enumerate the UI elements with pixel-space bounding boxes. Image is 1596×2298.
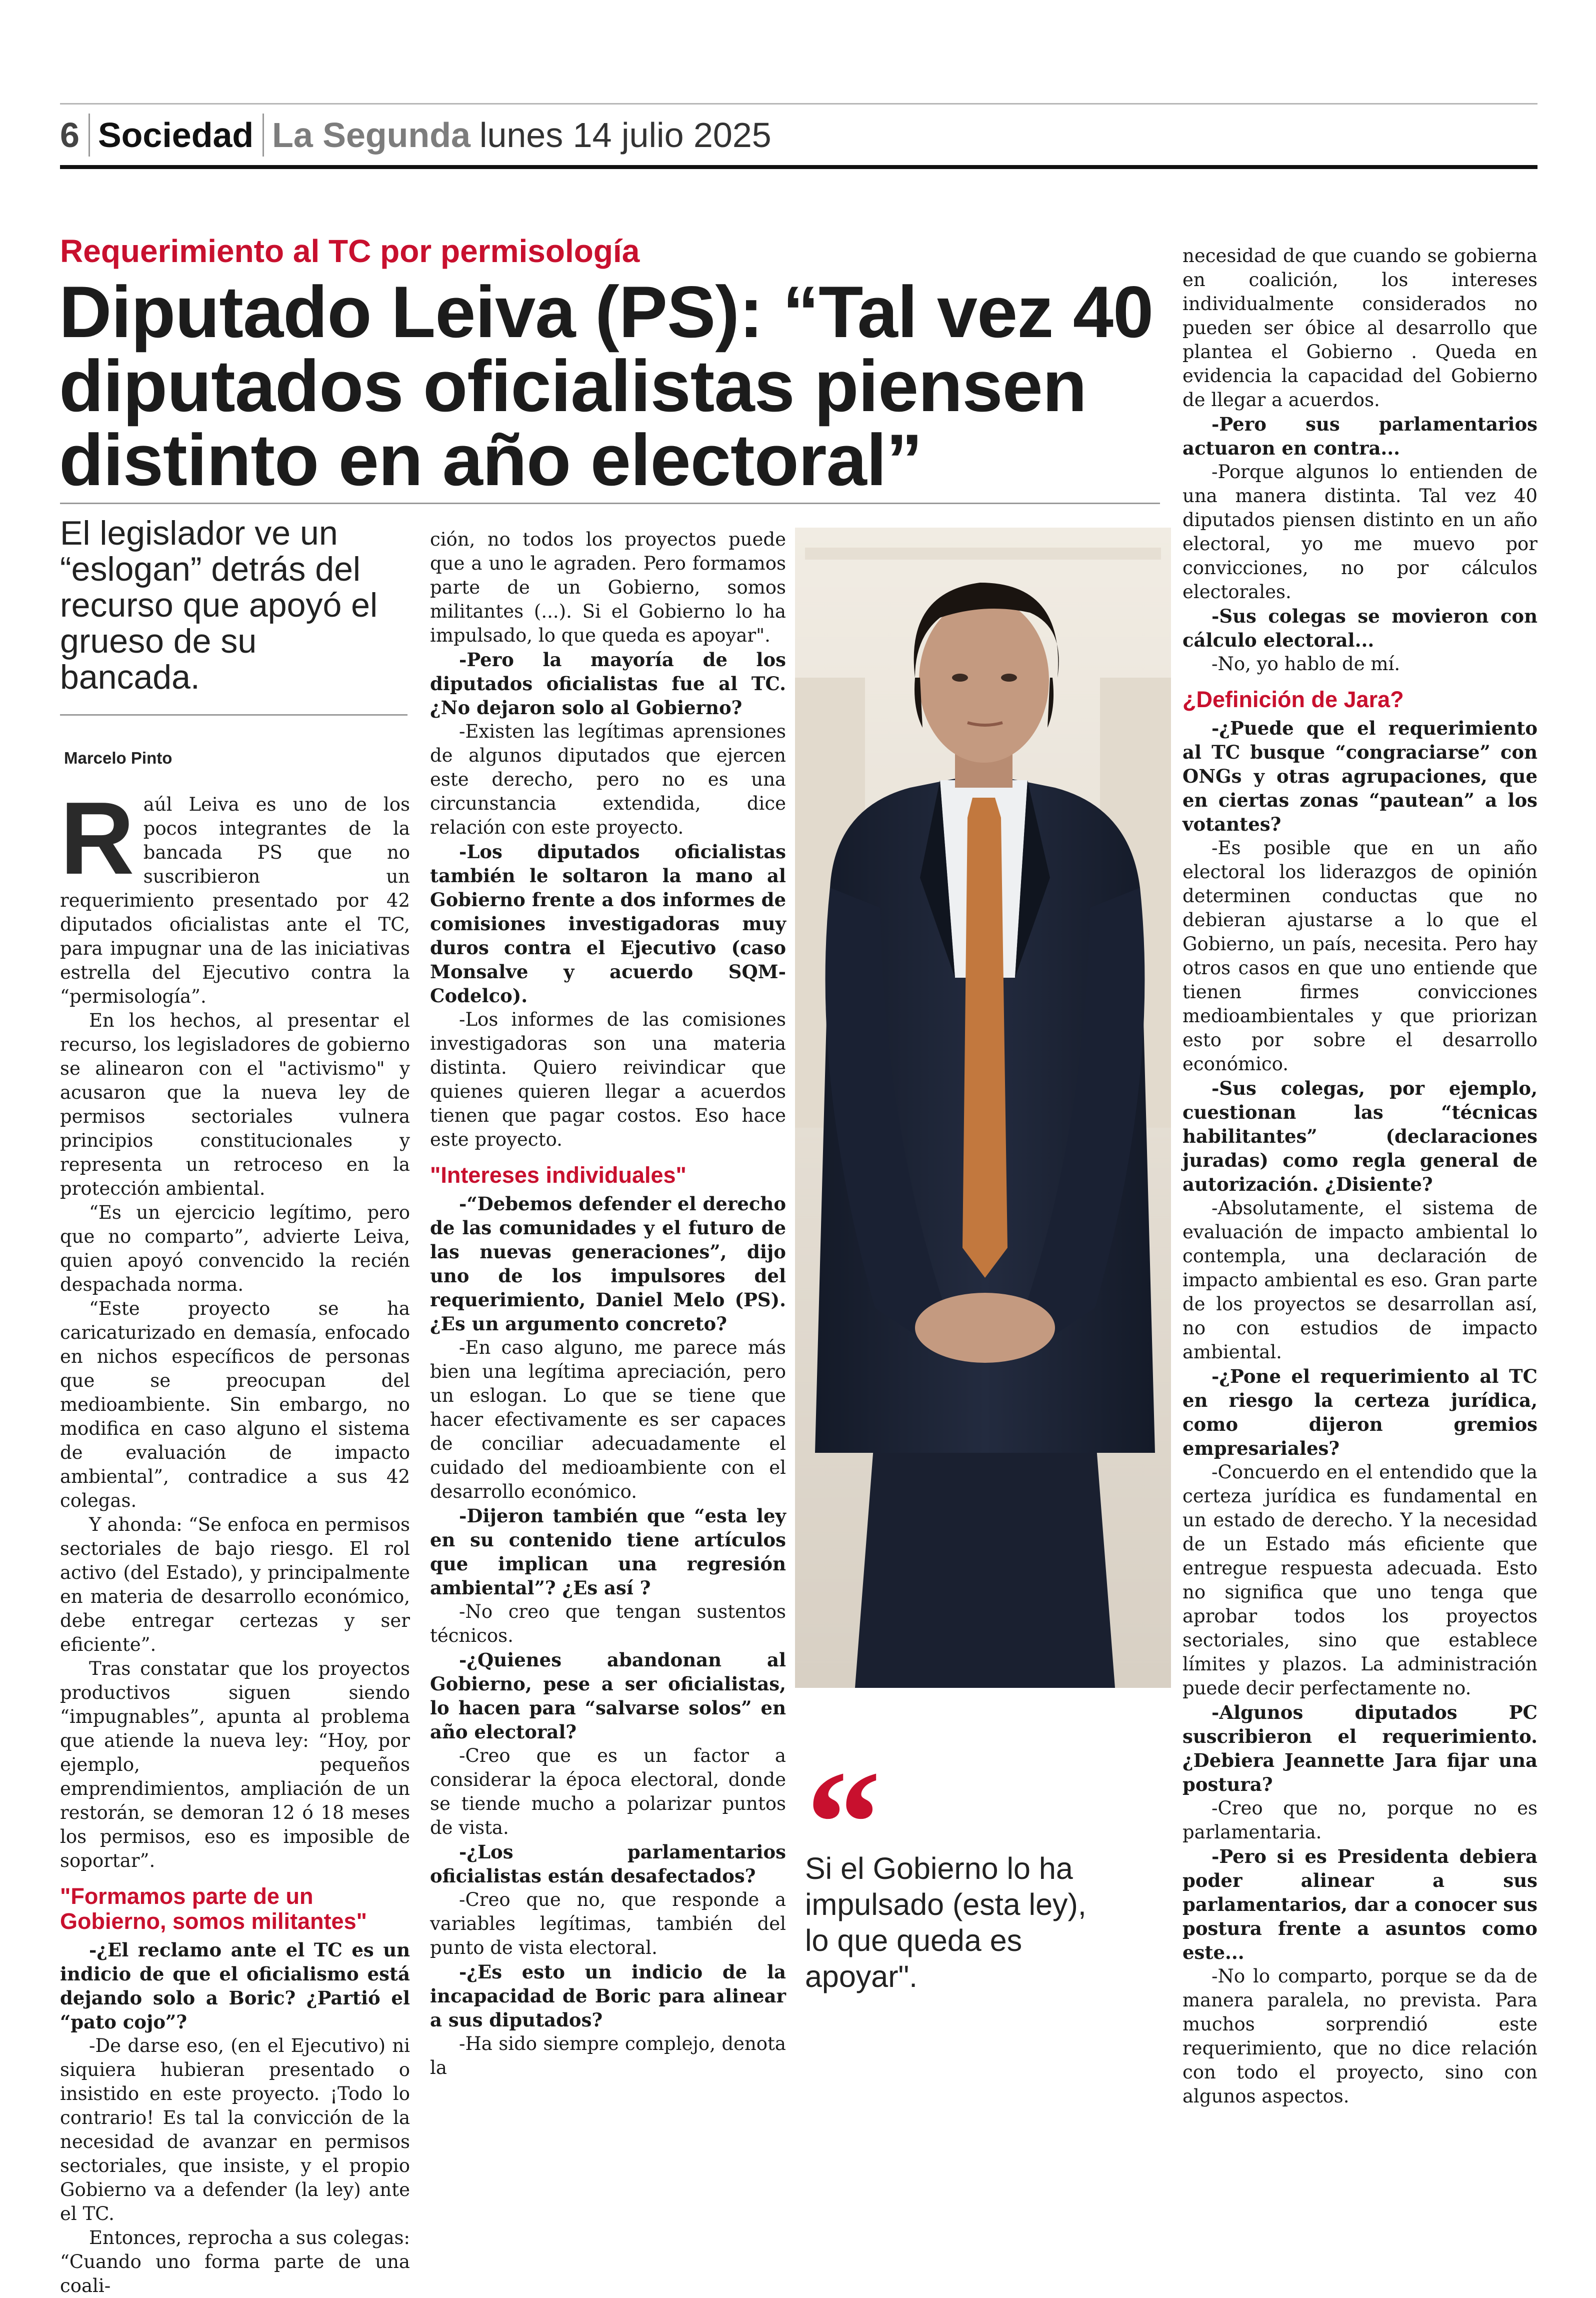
byline: Marcelo Pinto: [64, 749, 172, 767]
portrait-photo: [795, 528, 1171, 1688]
paragraph: -En caso alguno, me parece más bien una legítima apreciación, pero un eslogan. Lo que se tiene que hacer efectivamente es ser capaces de conciliar adecuadamente el cuidado del medioambiente con el desarrollo económico.: [430, 1337, 786, 1502]
interview-question: -¿Puede que el requerimiento al TC busque “congraciarse” con ONGs y otras agrupaciones, que en ciertas zonas “pautean” a los votantes?: [1182, 717, 1538, 835]
tie: [962, 798, 1008, 1278]
paragraph: -Existen las legítimas aprensiones de algunos diputados que ejercen este derecho, pero no es una circunstancia extendida, dice relación con este proyecto.: [430, 721, 786, 838]
interview-question: -¿El reclamo ante el TC es un indicio de que el oficialismo está dejando solo a Boric? ¿Partió el “pato cojo”?: [60, 1939, 410, 2033]
paragraph: -Creo que no, porque no es parlamentaria.: [1182, 1797, 1538, 1843]
masthead-separator: [262, 114, 264, 157]
paragraph: -No, yo hablo de mí.: [1212, 653, 1400, 675]
paragraph: necesidad de que cuando se gobierna en coalición, los intereses individualmente considerados no pueden ser óbice al desarrollo que plantea el Gobierno . Queda en evidencia la capacidad del Gobierno de llegar a acuerdos.: [1182, 245, 1538, 411]
article-kicker: Requerimiento al TC por permisología: [60, 233, 640, 269]
paragraph: -Los informes de las comisiones investigadoras son una materia distinta. Quiero reivindicar que quienes quieren llegar a acuerdos tienen que pagar costos. Eso hace este proyecto.: [430, 1009, 786, 1150]
paragraph: Y ahonda: “Se enfoca en permisos sectoriales de bajo riesgo. El rol activo (del Estado), y principalmente en materia de desarrollo económico, debe entregar certezas y ser eficiente”.: [60, 1514, 410, 1655]
drop-cap: R: [60, 781, 134, 896]
paragraph: “Es un ejercicio legítimo, pero que no comparto”, advierte Leiva, quien apoyó convencido la recién despachada norma.: [60, 1202, 410, 1295]
subhead: "Intereses individuales": [430, 1162, 686, 1188]
paragraph: -Concuerdo en el entendido que la certeza jurídica es fundamental en un estado de derecho. Y la necesidad de un Estado más eficiente que entregue respuesta adecuada. Esto no significa que uno tenga que aprobar todos los proyectos sectoriales, sino que establece límites y plazos. La administración puede decir perfectamente no.: [1182, 1461, 1538, 1699]
interview-question: -¿Es esto un indicio de la incapacidad de Boric para alinear a sus diputados?: [430, 1961, 786, 2031]
page-number: 6: [60, 115, 80, 155]
interview-question: -¿Quienes abandonan al Gobierno, pese a ser oficialistas, lo hacen para “salvarse solos” en año electoral?: [430, 1649, 786, 1743]
masthead-separator: [88, 114, 90, 157]
paragraph: En los hechos, al presentar el recurso, los legisladores de gobierno se alinearon con el "activismo" y acusaron que la nueva ley de permisos sectoriales vulnera principios constitucionales y representa un retroceso en la protección ambiental.: [60, 1010, 410, 1199]
masthead-bottom-rule: [60, 165, 1538, 169]
paragraph: aúl Leiva es uno de los pocos integrantes de la bancada PS que no suscribieron un requerimiento presentado por 42 diputados oficialistas ante el TC, para impugnar una de las iniciativas estrella del Ejecutivo contra la “permisología”.: [60, 794, 410, 1007]
pull-quote: Si el Gobierno lo ha impulsado (esta ley), lo que queda es apoyar".: [805, 1851, 1086, 1993]
interview-question: -Los diputados oficialistas también le soltaron la mano al Gobierno frente a dos informes de comisiones investigadoras muy duros contra el Ejecutivo (caso Monsalve y acuerdo SQM-Codelco).: [430, 841, 786, 1007]
subhead: ¿Definición de Jara?: [1182, 687, 1404, 712]
text-column-3: [1182, 244, 1538, 2108]
paragraph: -Absolutamente, el sistema de evaluación de impacto ambiental lo contempla, una declaración de impacto ambiental es eso. Gran parte de los proyectos se desarrollan así, no con estudios de impacto ambiental.: [1182, 1197, 1538, 1363]
text-column-2: [430, 528, 786, 2080]
deck-rule: [60, 714, 408, 716]
issue-date: lunes 14 julio 2025: [479, 115, 772, 155]
paragraph: -Porque algunos lo entienden de una manera distinta. Tal vez 40 diputados piensen distinto en un año electoral, yo me muevo por convicciones, no por cálculos electorales.: [1182, 461, 1538, 603]
paragraph: ción, no todos los proyectos puede que a uno le agraden. Pero formamos parte de un Gobierno, somos militantes (...). Si el Gobierno lo ha impulsado, lo que queda es apoyar".: [430, 529, 786, 646]
interview-question: -“Debemos defender el derecho de las comunidades y el futuro de las nuevas generaciones”, dijo uno de los impulsores del requerimiento, Daniel Melo (PS). ¿Es un argumento concreto?: [430, 1193, 786, 1335]
headline-rule: [60, 503, 1160, 504]
interview-question: -¿Los parlamentarios oficialistas están desafectados?: [430, 1841, 786, 1887]
subhead: "Formamos parte de un Gobierno, somos militantes": [60, 1883, 367, 1934]
text-column-1: [60, 781, 410, 2298]
face: [919, 598, 1049, 763]
paragraph: -Creo que es un factor a considerar la época electoral, donde se tiende mucho a polarizar puntos de vista.: [430, 1745, 786, 1838]
interview-question: -Pero sus parlamentarios actuaron en contra...: [1182, 413, 1538, 459]
paragraph: -Es posible que en un año electoral los liderazgos de opinión determinen conductas que no debieran ajustarse a lo que el Gobierno, un país, necesita. Pero hay otros casos en que uno entiende que tienen firmes convicciones medioambientales y que priorizan esto por sobre el desarrollo económico.: [1182, 837, 1538, 1075]
interview-question: -Sus colegas, por ejemplo, cuestionan las “técnicas habilitantes” (declaraciones juradas) como regla general de autorización. ¿Disiente?: [1182, 1077, 1538, 1195]
article-headline: Diputado Leiva (PS): “Tal vez 40 diputados oficialistas piensen distinto en año electoral”: [59, 271, 1154, 501]
interview-question: -Pero la mayoría de los diputados oficialistas fue al TC. ¿No dejaron solo al Gobierno?: [430, 649, 786, 719]
masthead-top-rule: [60, 103, 1538, 105]
interview-question: -Dijeron también que “esta ley en su contenido tiene artículos que implican una regresión ambiental”? ¿Es así ?: [430, 1505, 786, 1599]
paragraph: Entonces, reprocha a sus colegas: “Cuando uno forma parte de una coali-: [60, 2227, 410, 2296]
interview-question: -¿Pone el requerimiento al TC en riesgo la certeza jurídica, como dijeron gremios empresariales?: [1182, 1365, 1538, 1459]
masthead: [60, 111, 772, 159]
article-deck: El legislador ve un “eslogan” detrás del recurso que apoyó el grueso de su bancada.: [60, 514, 378, 696]
newspaper-name: La Segunda: [272, 115, 470, 155]
paragraph: Tras constatar que los proyectos productivos siguen siendo “impugnables”, apunta al problema que atiende la nueva ley: “Hoy, por ejemplo, pequeños emprendimientos, ampliación de un restorán, se demoran 12 ó 18 meses los permisos, eso es imposible de soportar”.: [60, 1658, 410, 1871]
paragraph: -No creo que tengan sustentos técnicos.: [430, 1601, 786, 1646]
paragraph: -Ha sido siempre complejo, denota la: [430, 2033, 786, 2078]
interview-question: -Algunos diputados PC suscribieron el requerimiento. ¿Debiera Jeannette Jara fijar una postura?: [1182, 1701, 1538, 1795]
paragraph: -Creo que no, que responde a variables legítimas, también del punto de vista electoral.: [430, 1889, 786, 1958]
quote-mark-icon: “: [806, 1740, 881, 1906]
paragraph: “Este proyecto se ha caricaturizado en demasía, enfocado en nichos específicos de personas que se preocupan del medioambiente. Sin embargo, no modifica en caso alguno el sistema de evaluación de impacto ambiental”, contradice a sus 42 colegas.: [60, 1298, 410, 1511]
paragraph: -No lo comparto, porque se da de manera paralela, no prevista. Para muchos sorprendió este requerimiento, que no dice relación con todo el proyecto, sino con algunos aspectos.: [1182, 1965, 1538, 2107]
interview-question: -Pero si es Presidenta debiera poder alinear a sus parlamentarios, dar a conocer sus postura frente a asuntos como este...: [1182, 1845, 1538, 1963]
paragraph: -De darse eso, (en el Ejecutivo) ni siquiera hubieran presentado o insistido en este proyecto. ¡Todo lo contrario! Es tal la convicción de la necesidad de avanzar en permisos sectoriales, que insiste, y el propio Gobierno va a defender (la ley) ante el TC.: [60, 2035, 410, 2224]
section-name: Sociedad: [98, 115, 254, 155]
clasped-hands: [915, 1293, 1055, 1363]
interview-question: -Sus colegas se movieron con cálculo electoral...: [1182, 605, 1538, 651]
